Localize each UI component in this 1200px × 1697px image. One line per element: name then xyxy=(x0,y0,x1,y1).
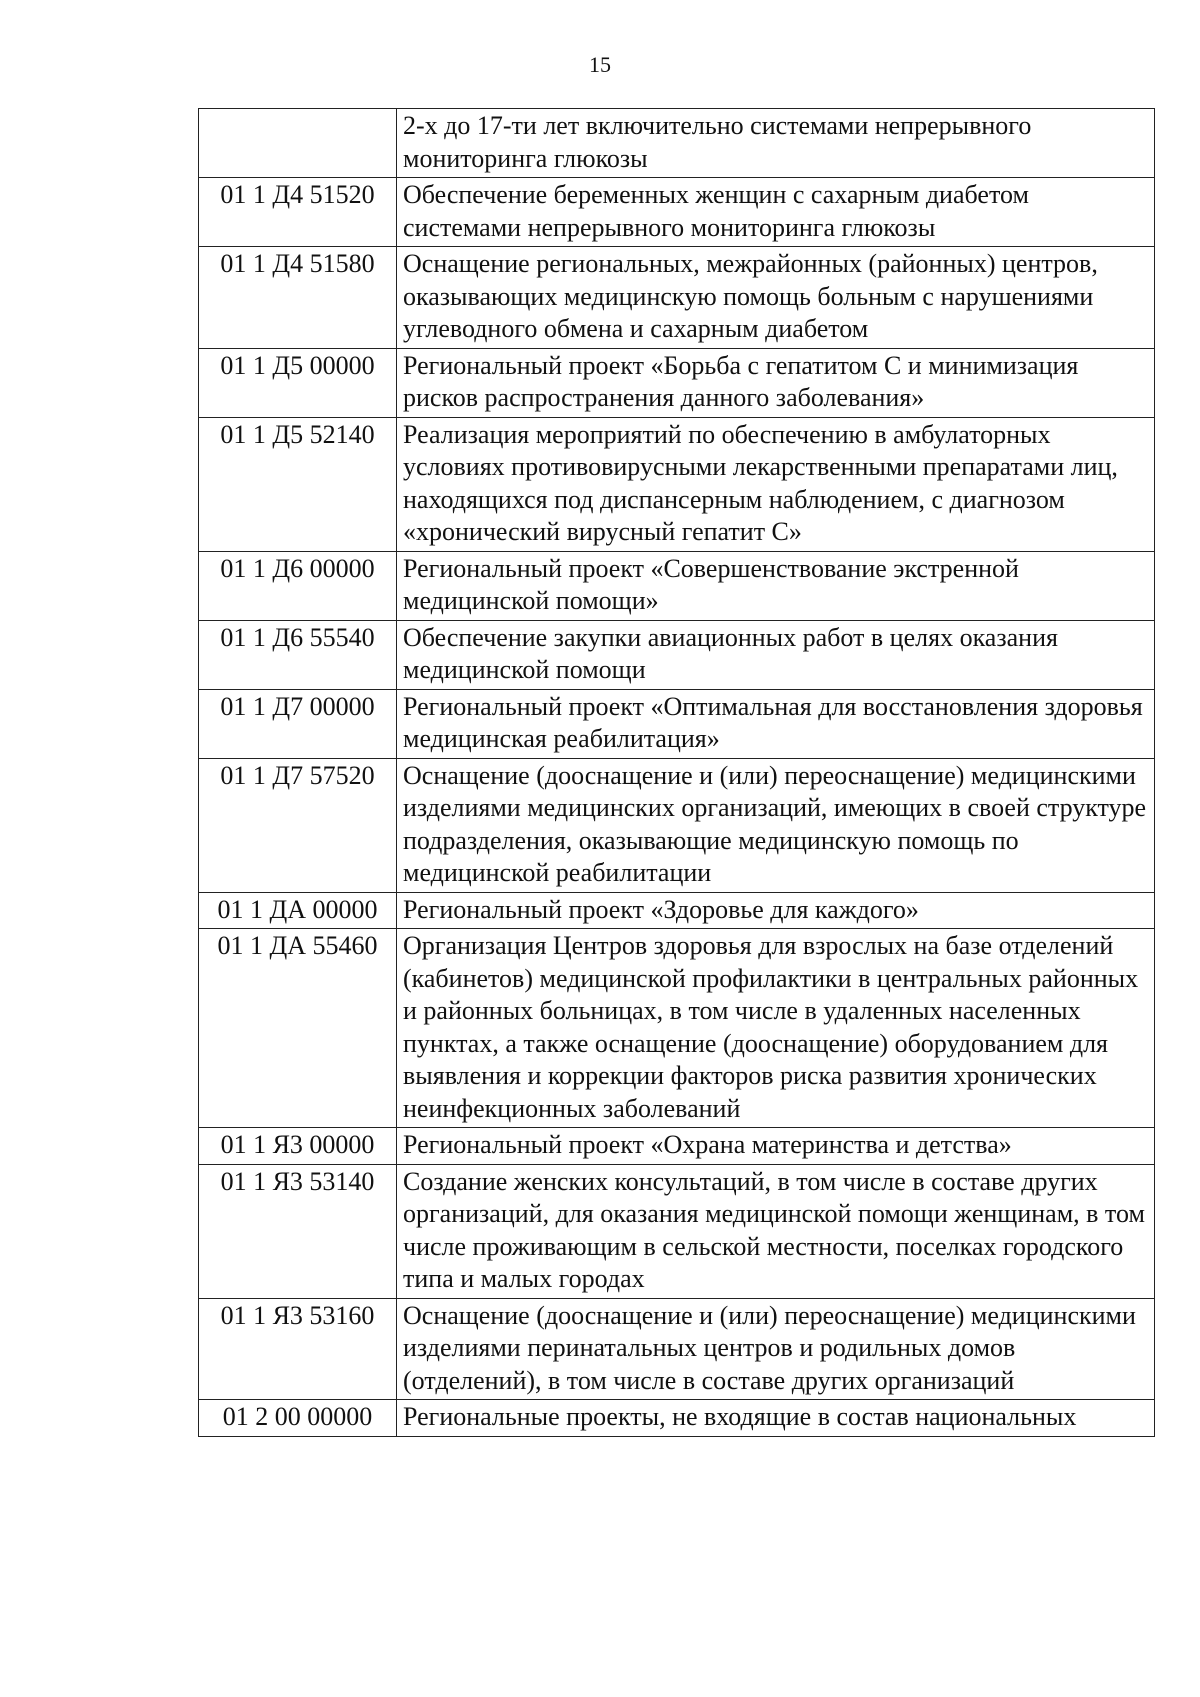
description-cell: Оснащение (дооснащение и (или) переоснащение) медицинскими изделиями перинатальных центров и родильных домов (отделений), в том числе в составе других организаций xyxy=(397,1298,1155,1400)
description-cell: Региональный проект «Совершенствование экстренной медицинской помощи» xyxy=(397,551,1155,620)
table-row xyxy=(199,1298,1155,1400)
table-row xyxy=(199,929,1155,1128)
description-cell: Оснащение (дооснащение и (или) переоснащение) медицинскими изделиями медицинских организаций, имеющих в своей структуре подразделения, оказывающие медицинскую помощь по медицинской реабилитации xyxy=(397,758,1155,892)
table-row xyxy=(199,247,1155,349)
code-cell: 01 1 Д7 57520 xyxy=(199,758,397,892)
description-cell: Организация Центров здоровья для взрослых на базе отделений (кабинетов) медицинской профилактики в центральных районных и районных больницах, в том числе в удаленных населенных пунктах, а также оснащение (дооснащение) оборудованием для выявления и коррекции факторов риска развития хронических неинфекционных заболеваний xyxy=(397,929,1155,1128)
description-cell: Региональный проект «Оптимальная для восстановления здоровья медицинская реабилитация» xyxy=(397,689,1155,758)
page-number: 15 xyxy=(589,52,611,77)
table-row xyxy=(199,348,1155,417)
code-cell: 01 2 00 00000 xyxy=(199,1400,397,1437)
description-cell: Создание женских консультаций, в том числе в составе других организаций, для оказания медицинской помощи женщинам, в том числе проживающим в сельской местности, поселках городского типа и малых городах xyxy=(397,1164,1155,1298)
code-cell: 01 1 Я3 53140 xyxy=(199,1164,397,1298)
code-cell: 01 1 Д4 51520 xyxy=(199,178,397,247)
table-row xyxy=(199,689,1155,758)
description-cell: Оснащение региональных, межрайонных (районных) центров, оказывающих медицинскую помощь больным с нарушениями углеводного обмена и сахарным диабетом xyxy=(397,247,1155,349)
description-cell: Региональные проекты, не входящие в состав национальных xyxy=(397,1400,1155,1437)
code-cell: 01 1 ДА 00000 xyxy=(199,892,397,929)
code-cell: 01 1 Я3 53160 xyxy=(199,1298,397,1400)
table-row xyxy=(199,417,1155,551)
description-cell: Реализация мероприятий по обеспечению в амбулаторных условиях противовирусными лекарственными препаратами лиц, находящихся под диспансерным наблюдением, с диагнозом «хронический вирусный гепатит С» xyxy=(397,417,1155,551)
code-cell: 01 1 Д6 00000 xyxy=(199,551,397,620)
table-row xyxy=(199,1164,1155,1298)
table-row xyxy=(199,109,1155,178)
description-cell: Региональный проект «Здоровье для каждого» xyxy=(397,892,1155,929)
description-cell: 2-х до 17-ти лет включительно системами непрерывного мониторинга глюкозы xyxy=(397,109,1155,178)
description-cell: Региональный проект «Охрана материнства и детства» xyxy=(397,1128,1155,1165)
code-cell: 01 1 ДА 55460 xyxy=(199,929,397,1128)
table-row xyxy=(199,758,1155,892)
table-row xyxy=(199,551,1155,620)
description-cell: Региональный проект «Борьба с гепатитом С и минимизация рисков распространения данного заболевания» xyxy=(397,348,1155,417)
table-row xyxy=(199,178,1155,247)
code-cell: 01 1 Д7 00000 xyxy=(199,689,397,758)
table-row xyxy=(199,1400,1155,1437)
description-cell: Обеспечение беременных женщин с сахарным диабетом системами непрерывного мониторинга глюкозы xyxy=(397,178,1155,247)
table-row xyxy=(199,892,1155,929)
code-cell xyxy=(199,109,397,178)
budget-code-table xyxy=(198,108,1155,1437)
table-row xyxy=(199,1128,1155,1165)
code-cell: 01 1 Д6 55540 xyxy=(199,620,397,689)
code-cell: 01 1 Д5 00000 xyxy=(199,348,397,417)
code-cell: 01 1 Д5 52140 xyxy=(199,417,397,551)
code-cell: 01 1 Я3 00000 xyxy=(199,1128,397,1165)
description-cell: Обеспечение закупки авиационных работ в целях оказания медицинской помощи xyxy=(397,620,1155,689)
code-cell: 01 1 Д4 51580 xyxy=(199,247,397,349)
table-row xyxy=(199,620,1155,689)
